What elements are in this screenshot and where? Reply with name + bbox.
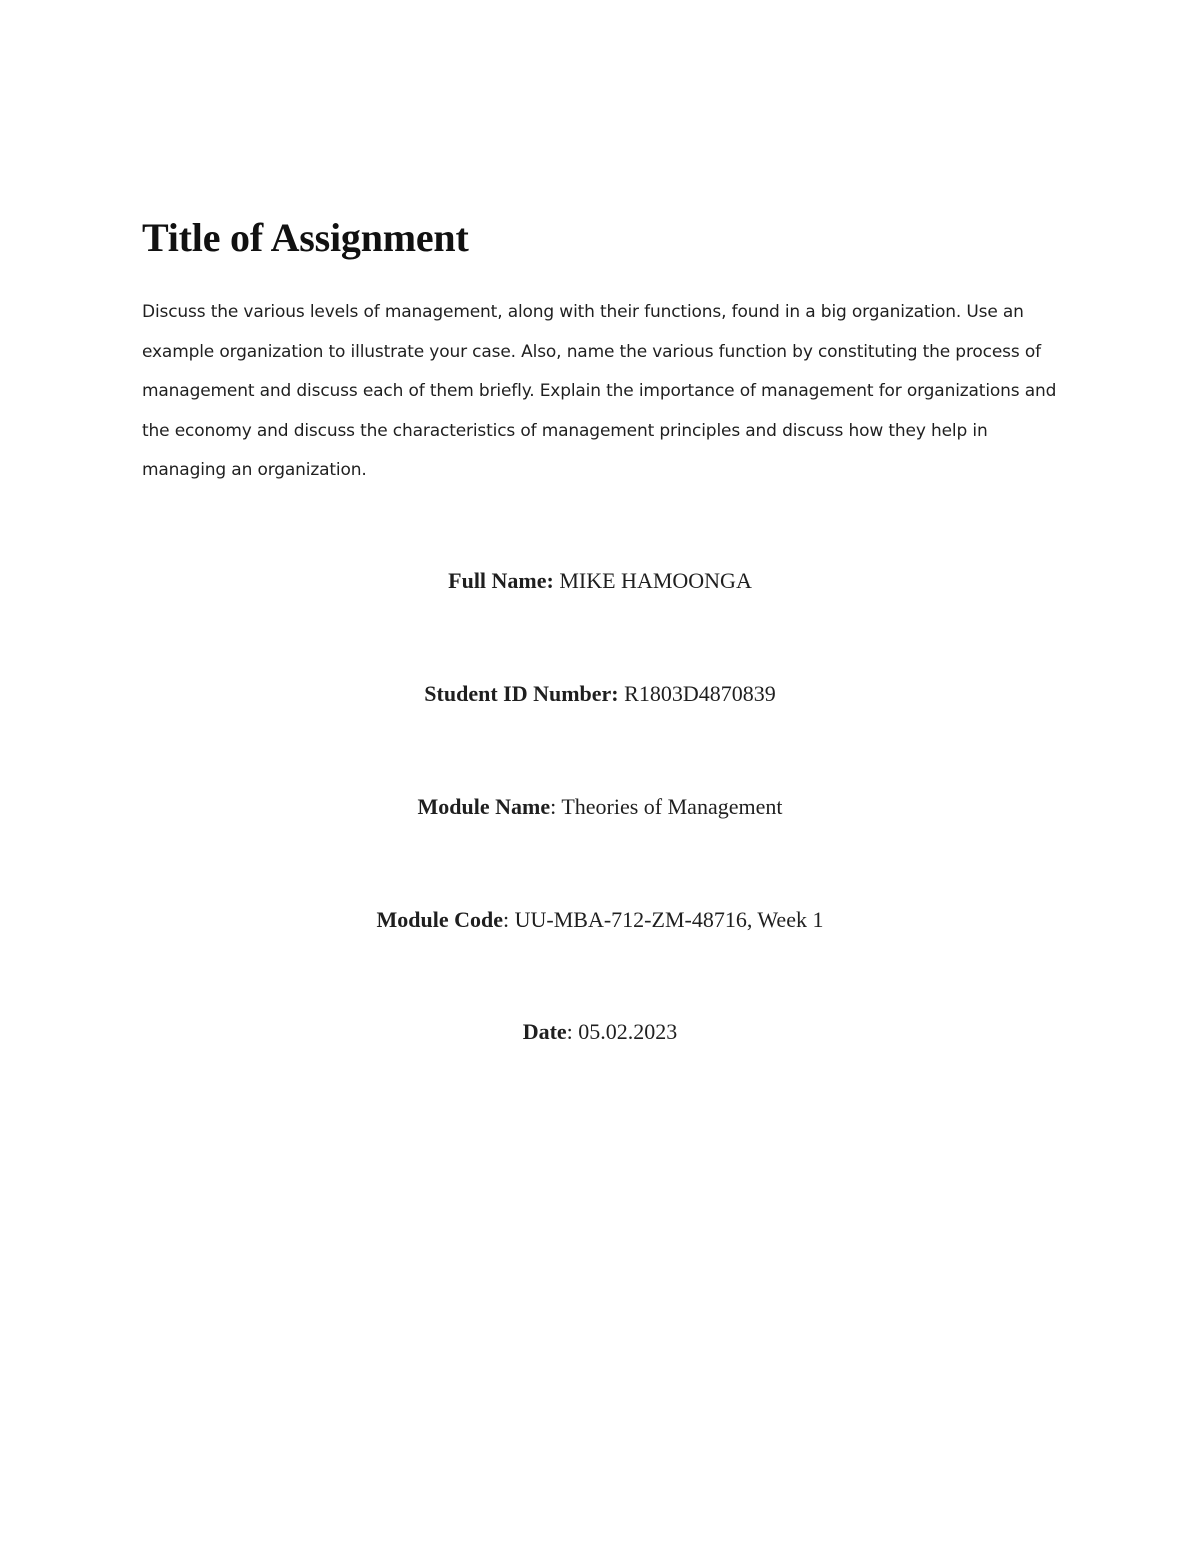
date-value: : 05.02.2023	[566, 1019, 678, 1044]
student-id-value: R1803D4870839	[618, 681, 776, 706]
student-id-label: Student ID Number:	[424, 681, 619, 706]
full-name-label: Full Name:	[448, 568, 554, 593]
date-line	[0, 1017, 1200, 1047]
module-code-value: : UU-MBA-712-ZM-48716, Week 1	[503, 907, 824, 932]
assignment-description: Discuss the various levels of management, along with their functions, found in a big organization. Use an example organization to illustrate your case. Also, name the various function by constituting the process of management and discuss each of them briefly. Explain the importance of management for organizations and the economy and discuss the characteristics of management principles and discuss how they help in managing an organization.	[142, 302, 1057, 480]
module-name-value: : Theories of Management	[550, 794, 783, 819]
module-code-line	[0, 905, 1200, 935]
module-name-line	[0, 792, 1200, 822]
document-title: Title of Assignment	[142, 215, 469, 260]
module-name-label: Module Name	[417, 794, 551, 819]
module-code-label: Module Code	[376, 907, 504, 932]
full-name-value: MIKE HAMOONGA	[553, 568, 752, 593]
student-id-line	[0, 679, 1200, 709]
full-name-line	[0, 566, 1200, 596]
date-label: Date	[522, 1019, 567, 1044]
